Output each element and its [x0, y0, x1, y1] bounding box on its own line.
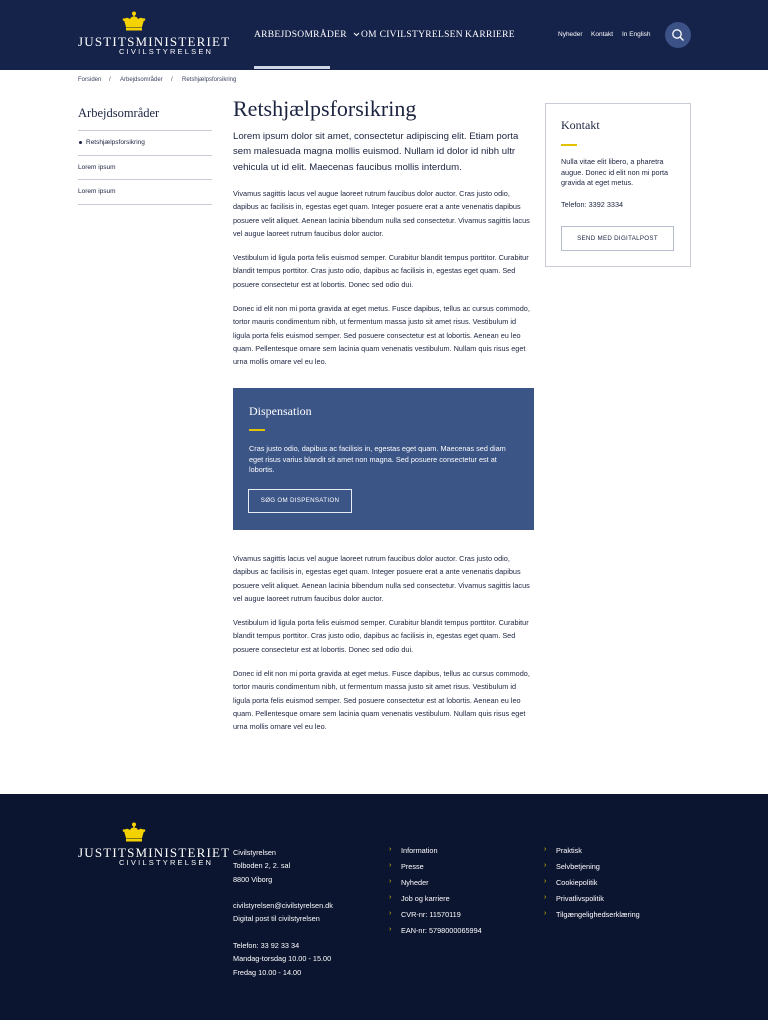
sidebar-item-lorem-1[interactable]: Lorem ipsum — [78, 164, 116, 171]
util-in-english[interactable]: In English — [622, 31, 651, 38]
crown-icon — [121, 822, 147, 844]
breadcrumb-separator: / — [109, 77, 111, 83]
page-title: Retshjælpsforsikring — [233, 96, 417, 121]
footer-address — [233, 846, 333, 979]
chevron-down-icon — [353, 32, 360, 37]
sidebar-divider — [78, 130, 212, 131]
sidebar-divider — [78, 179, 212, 180]
footer-hours-mon-thu: Mandag-torsdag 10.00 - 15.00 — [233, 954, 332, 964]
footer-org: Civilstyrelsen — [233, 848, 276, 857]
footer-link-information[interactable]: Information — [401, 846, 438, 855]
lead-paragraph: Lorem ipsum dolor sit amet, consectetur adipiscing elit. Etiam porta sem malesuada magna mollis euismod. Nullam id dolor id nibh ultr vehicula ut id elit. Maecenas faucibus mollis interdum. — [233, 131, 519, 173]
nav-arbejdsomraader[interactable] — [254, 30, 360, 40]
footer-link-privatlivspolitik[interactable]: Privatlivspolitik — [556, 894, 604, 903]
chevron-right-icon: › — [544, 894, 547, 901]
contact-phone: Telefon: 3392 3334 — [561, 200, 624, 209]
chevron-right-icon: › — [389, 910, 392, 917]
footer-digital-post-link[interactable]: Digital post til civilstyrelsen — [233, 914, 320, 924]
body-paragraph-5: Vestibulum id ligula porta felis euismod semper. Curabitur blandit tempus porttitor. Curabitur blandit tempus porttitor. Cras justo odio, dapibus ac facilisis in, egestas eget quam. Sed posuere consectetur est at lobortis. Donec sed odio dui. — [233, 618, 529, 654]
footer-link-praktisk[interactable]: Praktisk — [556, 846, 582, 855]
apply-dispensation-button[interactable]: SØG OM DISPENSATION — [248, 489, 352, 513]
chevron-right-icon: › — [389, 846, 392, 853]
body-paragraph-4: Vivamus sagittis lacus vel augue laoreet rutrum faucibus dolor auctor. Cras justo odio, dapibus ac facilisis in, egestas eget quam. Integer posuere erat a ante venenatis dapibus posuere velit aliquet. Aenean lacinia bibendum nulla sed consectetur. Vivamus sagittis lacus vel augue laoreet rutrum faucibus dolor auctor. — [233, 554, 530, 603]
sidebar-divider — [78, 204, 212, 205]
contact-accent-rule — [561, 144, 577, 146]
footer-link-job[interactable]: Job og karriere — [401, 894, 450, 903]
logo-main-text: JUSTITSMINISTERIET — [78, 34, 231, 49]
footer-cvr: CVR-nr: 11570119 — [401, 910, 461, 919]
breadcrumb-home[interactable]: Forsiden — [78, 77, 102, 83]
chevron-right-icon: › — [544, 846, 547, 853]
footer-link-tilgaengelighed[interactable]: Tilgængelighedserklæring — [556, 910, 640, 919]
chevron-right-icon: › — [544, 862, 547, 869]
site-header — [0, 0, 768, 70]
sidebar-active-bullet — [79, 141, 82, 144]
chevron-right-icon: › — [544, 878, 547, 885]
contact-title: Kontakt — [561, 118, 600, 132]
footer-link-nyheder[interactable]: Nyheder — [401, 878, 429, 887]
body-paragraph-2: Vestibulum id ligula porta felis euismod semper. Curabitur blandit tempus porttitor. Curabitur blandit tempus porttitor. Cras justo odio, dapibus ac facilisis in, egestas eget quam. Sed posuere consectetur est at lobortis. Donec sed odio dui. — [233, 253, 529, 289]
sidebar-item-lorem-2[interactable]: Lorem ipsum — [78, 188, 116, 195]
footer-hours-fri: Fredag 10.00 - 14.00 — [233, 967, 302, 977]
body-paragraph-6: Donec id elit non mi porta gravida at eget metus. Fusce dapibus, tellus ac cursus commodo, tortor mauris condimentum nibh, ut fermentum massa justo sit amet risus. Vestibulum id ligula porta felis euismod semper. Sed posuere consectetur est at lobortis. Aenean eu leo quam. Pellentesque ornare sem lacinia quam venenatis vestibulum. Nullam quis risus eget urna mollis ornare vel eu leo. — [233, 669, 530, 732]
site-logo[interactable] — [78, 10, 231, 60]
contact-card — [545, 103, 691, 267]
footer-link-cookiepolitik[interactable]: Cookiepolitik — [556, 878, 598, 887]
nav-om-civilstyrelsen[interactable]: OM CIVILSTYRELSEN — [361, 30, 463, 40]
sidebar-item-retshjaelpsforsikring[interactable]: Retshjælpsforsikring — [86, 139, 145, 146]
logo-main-text: JUSTITSMINISTERIET — [78, 845, 231, 860]
breadcrumb-separator: / — [171, 77, 173, 83]
chevron-right-icon: › — [389, 878, 392, 885]
util-kontakt[interactable]: Kontakt — [591, 31, 614, 38]
search-icon — [671, 28, 685, 42]
sidebar-title: Arbejdsområder — [78, 106, 160, 120]
chevron-right-icon: › — [389, 926, 392, 933]
body-paragraph-3: Donec id elit non mi porta gravida at eget metus. Fusce dapibus, tellus ac cursus commodo, tortor mauris condimentum nibh, ut fermentum massa justo sit amet risus. Vestibulum id ligula porta felis euismod semper. Sed posuere consectetur est at lobortis. Aenean eu leo quam. Pellentesque ornare sem lacinia quam venenatis vestibulum. Nullam quis risus eget urna mollis ornare vel eu leo. — [233, 304, 530, 367]
footer-address-line1: Tolboden 2, 2. sal — [233, 861, 291, 871]
logo-sub-text: CIVILSTYRELSEN — [119, 47, 214, 56]
footer-logo[interactable] — [78, 821, 231, 871]
footer-phone: Telefon: 33 92 33 34 — [233, 941, 300, 951]
chevron-right-icon: › — [389, 862, 392, 869]
chevron-right-icon: › — [544, 910, 547, 917]
util-nyheder[interactable]: Nyheder — [558, 31, 583, 38]
breadcrumb-arbejdsomraader[interactable]: Arbejdsområder — [120, 77, 163, 83]
nav-karriere[interactable]: KARRIERE — [465, 30, 515, 40]
contact-text: Nulla vitae elit libero, a pharetra augue. Donec id elit non mi porta gravida at eget metus. — [561, 157, 669, 188]
footer-link-presse[interactable]: Presse — [401, 862, 424, 871]
footer-ean: EAN-nr: 5798000065994 — [401, 926, 482, 935]
crown-icon — [121, 11, 147, 33]
chevron-right-icon: › — [389, 894, 392, 901]
dispensation-text: Cras justo odio, dapibus ac facilisis in, egestas eget quam. Maecenas sed diam eget risus varius blandit sit amet non magna. Sed posuere consectetur est at lobortis. — [249, 444, 506, 475]
dispensation-title: Dispensation — [249, 404, 312, 418]
dispensation-box — [233, 388, 534, 530]
footer-address-line2: 8800 Viborg — [233, 874, 273, 884]
site-footer — [0, 794, 768, 1020]
breadcrumb-current: Retshjælpsforsikring — [182, 77, 237, 83]
body-paragraph-1: Vivamus sagittis lacus vel augue laoreet rutrum faucibus dolor auctor. Cras justo odio, dapibus ac facilisis in, egestas eget quam. Integer posuere erat a ante venenatis dapibus posuere velit aliquet. Aenean lacinia bibendum nulla sed consectetur. Vivamus sagittis lacus vel augue laoreet rutrum faucibus dolor auctor. — [233, 189, 530, 238]
dispensation-accent-rule — [249, 429, 265, 431]
sidebar-divider — [78, 155, 212, 156]
nav-label: ARBEJDSOMRÅDER — [254, 30, 347, 40]
search-button[interactable] — [665, 22, 691, 48]
logo-sub-text: CIVILSTYRELSEN — [119, 858, 214, 867]
send-digitalpost-button[interactable]: SEND MED DIGITALPOST — [561, 226, 674, 251]
nav-active-indicator — [254, 66, 330, 69]
footer-email-link[interactable]: civilstyrelsen@civilstyrelsen.dk — [233, 901, 333, 911]
footer-link-selvbetjening[interactable]: Selvbetjening — [556, 862, 600, 871]
